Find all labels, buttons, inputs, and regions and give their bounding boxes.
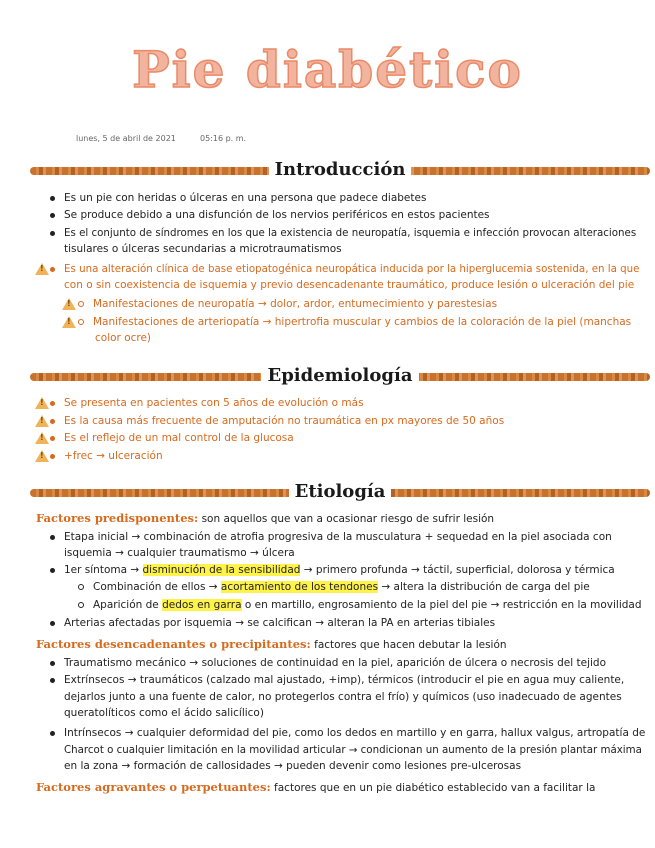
section-title: Epidemiología: [261, 365, 418, 386]
warning-icon: [62, 316, 76, 328]
subheading-agravantes: Factores agravantes o perpetuantes: factores que en un pie diabético establecido van a facilitar la: [36, 780, 596, 794]
list-item-cont: con o sin coexistencia de isquemia y previo desencadenante traumático, produce lesión o ulceración del pie: [64, 279, 635, 291]
warning-icon: [35, 415, 49, 427]
list-item: Se produce debido a una disfunción de los nervios periféricos en estos pacientes: [50, 208, 490, 223]
warning-icon: [35, 450, 49, 462]
list-item: Es una alteración clínica de base etiopatogénica neuropática inducida por la hiperglucemia sostenida, en la que: [50, 262, 639, 277]
list-item: +frec → ulceración: [50, 449, 163, 464]
warning-icon: [35, 432, 49, 444]
section-title: Introducción: [269, 159, 412, 180]
section-header-epidemiologia: [30, 365, 650, 387]
list-item: Es el conjunto de síndromes en los que la existencia de neuropatía, isquemia e infección provocan alteraciones: [50, 226, 636, 241]
list-item-cont: color ocre): [95, 332, 152, 344]
section-header-intro: [30, 159, 650, 181]
sub-list-item: Aparición de dedos en garra o en martillo, engrosamiento de la piel del pie → restricción en la movilidad: [78, 598, 642, 613]
page-title: Pie diabético: [132, 40, 523, 99]
highlight: dedos en garra: [162, 599, 242, 611]
warning-icon: [62, 298, 76, 310]
list-item: Es la causa más frecuente de amputación no traumática en px mayores de 50 años: [50, 414, 504, 429]
subheading-desencadenantes: Factores desencadenantes o precipitantes: factores que hacen debutar la lesión: [36, 637, 507, 651]
warning-icon: [35, 263, 49, 275]
section-title: Etiología: [289, 481, 392, 502]
list-item-cont: en la zona → formación de callosidades → pueden devenir como lesiones pre-ulcerosas: [64, 760, 522, 772]
sub-list-item: Combinación de ellos → acortamiento de los tendones → altera la distribución de carga del pie: [78, 580, 590, 595]
list-item-cont: Charcot o cualquier limitación en la movilidad articular → condicionan un aumento de la presión plantar máxima: [64, 744, 642, 756]
list-item: Intrínsecos → cualquier deformidad del pie, como los dedos en martillo y en garra, hallux valgus, artropatía de: [50, 726, 645, 741]
list-item: Extrínsecos → traumáticos (calzado mal ajustado, +imp), térmicos (introducir el pie en agua muy caliente,: [50, 673, 624, 688]
warning-icon: [35, 397, 49, 409]
list-item: Es un pie con heridas o úlceras en una persona que padece diabetes: [50, 191, 426, 206]
list-item-cont: dejarlos junto a una fuente de calor, no protegerlos contra el frío) y químicos (uso inadecuado de agentes: [64, 691, 622, 703]
highlight: acortamiento de los tendones: [220, 581, 379, 593]
note-date: lunes, 5 de abril de 2021: [76, 134, 176, 143]
list-item: Etapa inicial → combinación de atrofia progresiva de la musculatura + sequedad en la piel asociada con: [50, 530, 612, 545]
list-item-cont: tisulares o úlceras secundarias a microtraumatismos: [64, 243, 342, 255]
list-item-cont: queratolíticos como el ácido salicílico): [64, 707, 264, 719]
list-item: Es el reflejo de un mal control de la glucosa: [50, 431, 294, 446]
subheading-predisponentes: Factores predisponentes: son aquellos que van a ocasionar riesgo de sufrir lesión: [36, 511, 495, 525]
list-item: 1er síntoma → disminución de la sensibilidad → primero profunda → táctil, superficial, dolorosa y térmica: [50, 563, 615, 578]
section-header-etiologia: [30, 481, 650, 503]
sub-list-item: Manifestaciones de neuropatía → dolor, ardor, entumecimiento y parestesias: [78, 297, 497, 312]
list-item-cont: isquemia → cualquier traumatismo → úlcera: [64, 547, 295, 559]
highlight: disminución de la sensibilidad: [142, 564, 301, 576]
list-item: Arterias afectadas por isquemia → se calcifican → alteran la PA en arterias tibiales: [50, 616, 495, 631]
sub-list-item: Manifestaciones de arteriopatía → hipertrofia muscular y cambios de la coloración de la piel (manchas: [78, 315, 631, 330]
list-item: Se presenta en pacientes con 5 años de evolución o más: [50, 396, 364, 411]
list-item: Traumatismo mecánico → soluciones de continuidad en la piel, aparición de úlcera o necrosis del tejido: [50, 656, 606, 671]
note-time: 05:16 p. m.: [200, 134, 247, 143]
